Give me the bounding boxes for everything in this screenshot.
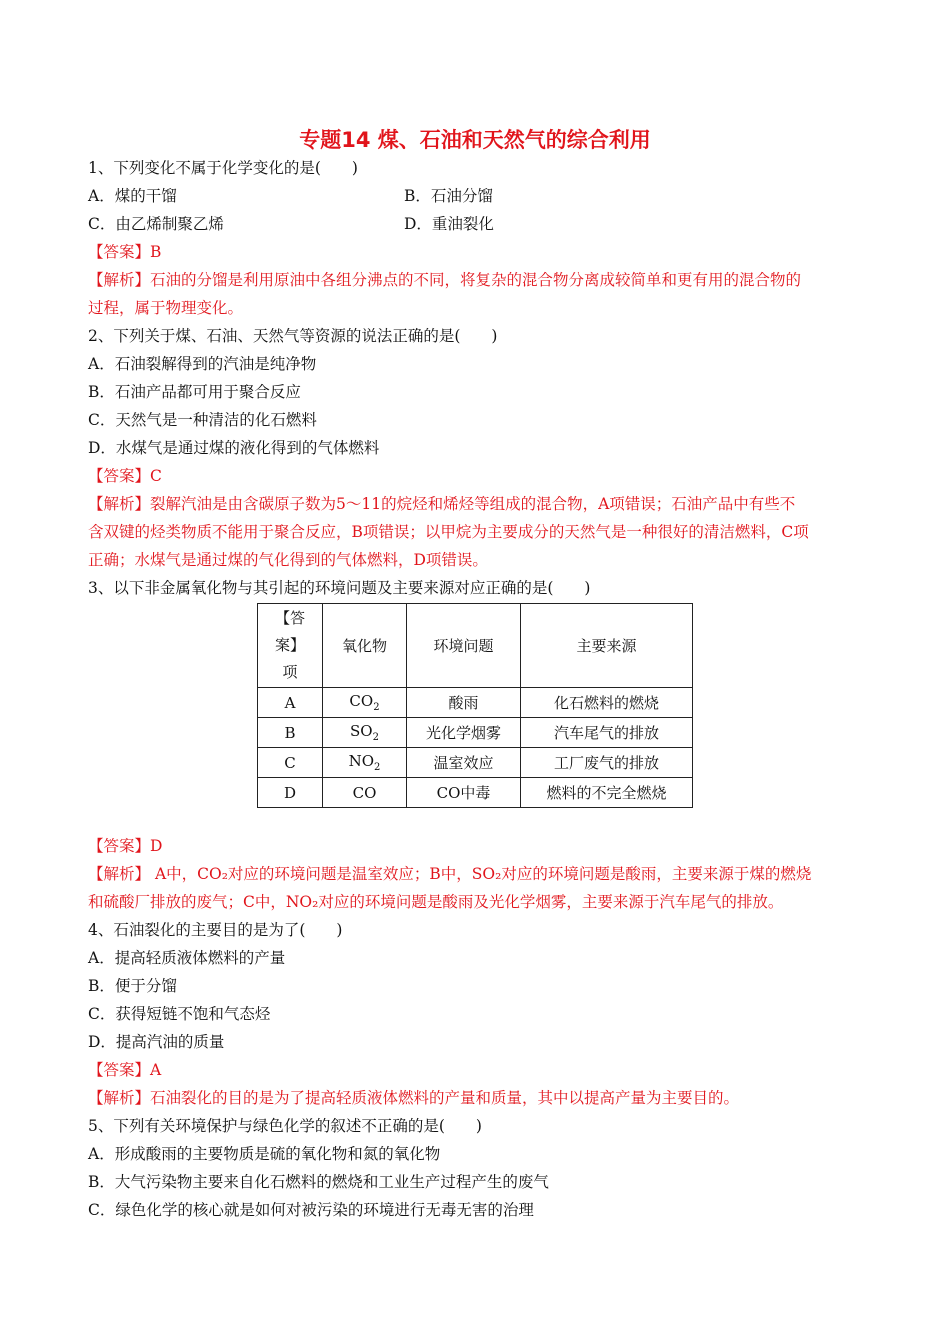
q3-answer bbox=[88, 836, 162, 856]
cell-oxide: $SO_2$ bbox=[323, 718, 407, 748]
q4-option-b: B．便于分馏 bbox=[88, 977, 177, 995]
cell-option: D bbox=[258, 778, 323, 808]
analysis-text: 裂解汽油是由含碳原子数为5～11的烷烃和烯烃等组成的混合物，A项错误；石油产品中有些不 bbox=[150, 495, 796, 513]
cell-option: C bbox=[258, 748, 323, 778]
cell-option: A bbox=[258, 688, 323, 718]
answer-value: B bbox=[150, 243, 162, 261]
q5-option-b: B．大气污染物主要来自化石燃料的燃烧和工业生产过程产生的废气 bbox=[88, 1173, 549, 1191]
analysis-text: 石油裂化的目的是为了提高轻质液体燃料的产量和质量，其中以提高产量为主要目的。 bbox=[150, 1089, 740, 1107]
q1-answer bbox=[88, 242, 161, 262]
q4-analysis-line-1 bbox=[88, 1088, 739, 1108]
cell-source: 汽车尾气的排放 bbox=[521, 718, 693, 748]
table-row bbox=[258, 778, 693, 808]
cell-source: 燃料的不完全燃烧 bbox=[521, 778, 693, 808]
analysis-text: A中，CO₂对应的环境问题是温室效应；B中，SO₂对应的环境问题是酸雨，主要来源于煤的燃烧 bbox=[150, 865, 812, 883]
q2-option-b: B．石油产品都可用于聚合反应 bbox=[88, 383, 301, 401]
q4-option-a: A．提高轻质液体燃料的产量 bbox=[88, 949, 286, 967]
analysis-tag: 【解析】 bbox=[88, 495, 151, 513]
q2-answer bbox=[88, 466, 162, 486]
analysis-tag: 【解析】 bbox=[88, 1089, 151, 1107]
answer-tag: 【答案】 bbox=[88, 837, 151, 855]
q2-option-d: D．水煤气是通过煤的液化得到的气体燃料 bbox=[88, 439, 380, 457]
answer-value: A bbox=[150, 1061, 162, 1079]
cell-source: 工厂废气的排放 bbox=[521, 748, 693, 778]
answer-tag: 【答案】 bbox=[88, 1061, 151, 1079]
q1-option-c: C．由乙烯制聚乙烯 bbox=[88, 215, 224, 233]
q2-option-a: A．石油裂解得到的汽油是纯净物 bbox=[88, 355, 317, 373]
q1-stem: 1、下列变化不属于化学变化的是( ) bbox=[88, 159, 358, 177]
q5-option-a: A．形成酸雨的主要物质是硫的氧化物和氮的氧化物 bbox=[88, 1145, 441, 1163]
q2-analysis-line-1 bbox=[88, 494, 795, 514]
table-header-row bbox=[258, 604, 693, 688]
q3-analysis-line-2: 和硫酸厂排放的废气；C中，NO₂对应的环境问题是酸雨及光化学烟雾，主要来源于汽车尾气的排放。 bbox=[88, 893, 784, 911]
cell-problem: 光化学烟雾 bbox=[407, 718, 521, 748]
q4-option-d: D．提高汽油的质量 bbox=[88, 1033, 225, 1051]
table-row bbox=[258, 748, 693, 778]
analysis-text: 石油的分馏是利用原油中各组分沸点的不同，将复杂的混合物分离成较简单和更有用的混合物的 bbox=[150, 271, 802, 289]
analysis-tag: 【解析】 bbox=[88, 865, 151, 883]
q4-stem: 4、石油裂化的主要目的是为了( ) bbox=[88, 921, 343, 939]
q5-option-c: C．绿色化学的核心就是如何对被污染的环境进行无毒无害的治理 bbox=[88, 1201, 534, 1219]
q1-option-b: B．石油分馏 bbox=[404, 187, 493, 205]
cell-option: B bbox=[258, 718, 323, 748]
analysis-tag: 【解析】 bbox=[88, 271, 151, 289]
answer-tag: 【答案】 bbox=[88, 243, 151, 261]
q1-option-a: A．煤的干馏 bbox=[88, 187, 177, 205]
q1-option-d: D．重油裂化 bbox=[404, 215, 494, 233]
cell-problem: 温室效应 bbox=[407, 748, 521, 778]
cell-oxide: $NO_2$ bbox=[323, 748, 407, 778]
header-environment-problem: 环境问题 bbox=[407, 604, 521, 688]
header-oxide: 氧化物 bbox=[323, 604, 407, 688]
answer-tag: 【答案】 bbox=[88, 467, 151, 485]
answer-value: D bbox=[150, 837, 163, 855]
q4-answer bbox=[88, 1060, 161, 1080]
answer-value: C bbox=[150, 467, 162, 485]
cell-problem: 酸雨 bbox=[407, 688, 521, 718]
q2-analysis-line-2: 含双键的烃类物质不能用于聚合反应，B项错误；以甲烷为主要成分的天然气是一种很好的清洁燃料，C项 bbox=[88, 523, 809, 541]
q2-stem: 2、下列关于煤、石油、天然气等资源的说法正确的是( ) bbox=[88, 327, 498, 345]
q1-analysis-line-1 bbox=[88, 270, 801, 290]
q5-stem: 5、下列有关环境保护与绿色化学的叙述不正确的是( ) bbox=[88, 1117, 482, 1135]
q3-stem: 3、以下非金属氧化物与其引起的环境问题及主要来源对应正确的是( ) bbox=[88, 579, 591, 597]
table-row bbox=[258, 718, 693, 748]
cell-problem: CO中毒 bbox=[407, 778, 521, 808]
q4-option-c: C．获得短链不饱和气态烃 bbox=[88, 1005, 271, 1023]
cell-oxide: $CO_2$ bbox=[323, 688, 407, 718]
q2-option-c: C．天然气是一种清洁的化石燃料 bbox=[88, 411, 317, 429]
q2-analysis-line-3: 正确；水煤气是通过煤的气化得到的气体燃料，D项错误。 bbox=[88, 551, 488, 569]
cell-oxide: CO bbox=[323, 778, 407, 808]
cell-source: 化石燃料的燃烧 bbox=[521, 688, 693, 718]
header-main-source: 主要来源 bbox=[521, 604, 693, 688]
q3-options-table bbox=[257, 603, 693, 808]
q1-analysis-line-2: 过程，属于物理变化。 bbox=[88, 299, 244, 317]
q3-analysis-line-1 bbox=[88, 864, 811, 884]
document-title: 专题14 煤、石油和天然气的综合利用 bbox=[299, 128, 651, 152]
table-row bbox=[258, 688, 693, 718]
header-option: 【答案】项 bbox=[258, 604, 323, 688]
